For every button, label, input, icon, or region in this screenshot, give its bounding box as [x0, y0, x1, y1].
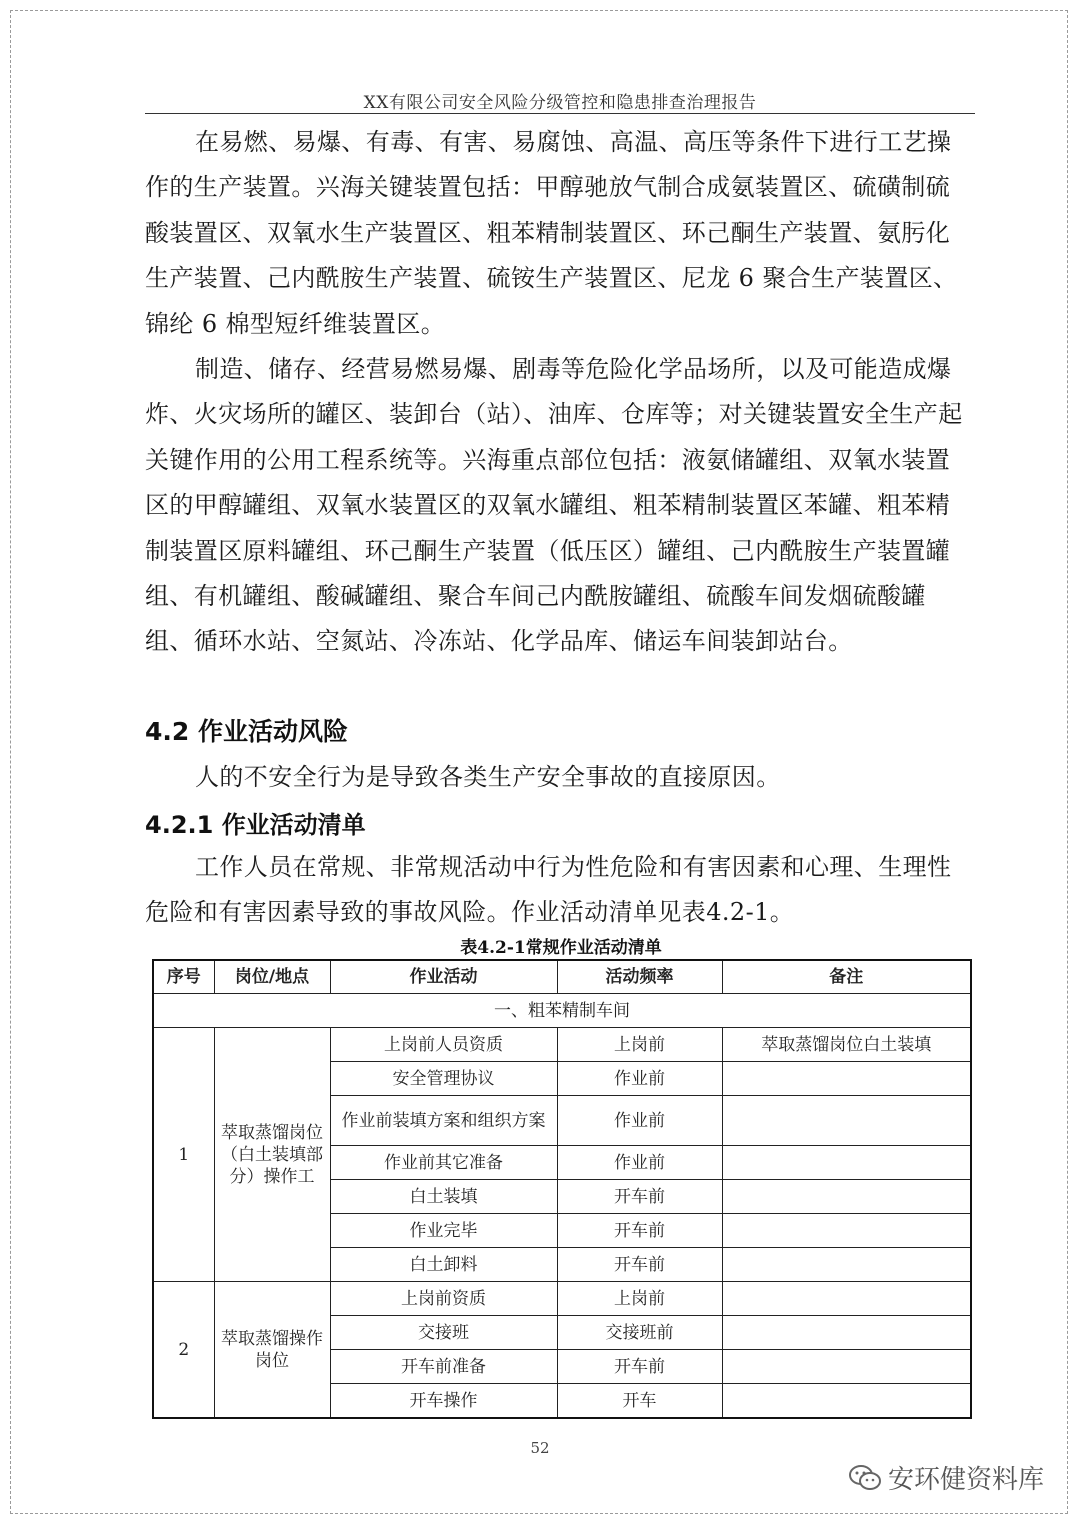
frequency-cell: 上岗前	[557, 1028, 722, 1062]
watermark-text: 安环健资料库	[887, 1465, 1044, 1495]
activity-cell: 白土装填	[330, 1180, 557, 1214]
table-row	[153, 1282, 971, 1316]
activity-cell: 开车前准备	[330, 1350, 557, 1384]
note-cell	[722, 1096, 971, 1146]
frequency-cell: 作业前	[557, 1096, 722, 1146]
activity-cell: 作业前装填方案和组织方案	[330, 1096, 557, 1146]
header-frequency: 活动频率	[557, 960, 722, 994]
section-row	[153, 994, 971, 1028]
activity-cell: 开车操作	[330, 1384, 557, 1419]
section-heading-4-2: 4.2 作业活动风险	[145, 717, 348, 746]
post-cell: 萃取蒸馏岗位（白土装填部分）操作工	[214, 1028, 330, 1282]
table-caption: 表4.2-1常规作业活动清单	[460, 938, 662, 958]
header-divider	[145, 113, 975, 114]
frequency-cell: 作业前	[557, 1062, 722, 1096]
paragraph-unsafe-behavior: 人的不安全行为是导致各类生产安全事故的直接原因。	[195, 763, 781, 791]
activity-cell: 上岗前人员资质	[330, 1028, 557, 1062]
frequency-cell: 交接班前	[557, 1316, 722, 1350]
header-post: 岗位/地点	[214, 960, 330, 994]
activity-cell: 白土卸料	[330, 1248, 557, 1282]
wechat-icon	[848, 1463, 882, 1493]
section-heading-4-2-1: 4.2.1 作业活动清单	[145, 811, 366, 839]
note-cell	[722, 1248, 971, 1282]
row-number: 1	[153, 1028, 214, 1282]
frequency-cell: 开车前	[557, 1350, 722, 1384]
row-number: 2	[153, 1282, 214, 1419]
activity-cell: 安全管理协议	[330, 1062, 557, 1096]
note-cell	[722, 1214, 971, 1248]
table-header-row	[153, 960, 971, 994]
note-cell: 萃取蒸馏岗位白土装填	[722, 1028, 971, 1062]
post-cell: 萃取蒸馏操作岗位	[214, 1282, 330, 1419]
note-cell	[722, 1384, 971, 1419]
frequency-cell: 作业前	[557, 1146, 722, 1180]
frequency-cell: 开车前	[557, 1214, 722, 1248]
note-cell	[722, 1146, 971, 1180]
note-cell	[722, 1180, 971, 1214]
frequency-cell: 上岗前	[557, 1282, 722, 1316]
activity-cell: 作业完毕	[330, 1214, 557, 1248]
paragraph-key-locations: 制造、储存、经营易燃易爆、剧毒等危险化学品场所，以及可能造成爆炸、火灾场所的罐区、装卸台（站）、油库、仓库等；对关键装置安全生产起关键作用的公用工程系统等。兴海重点部位包括：液氨储罐组、双氧水装置区的甲醇罐组、双氧水装置区的双氧水罐组、粗苯精制装置区苯罐、粗苯精制装置区原料罐组、环己酮生产装置（低压区）罐组、己内酰胺生产装置罐组、有机罐组、酸碱罐组、聚合车间己内酰胺罐组、硫酸车间发烟硫酸罐组、循环水站、空氮站、冷冻站、化学品库、储运车间装卸站台。	[145, 355, 963, 656]
header-activity: 作业活动	[330, 960, 557, 994]
note-cell	[722, 1316, 971, 1350]
frequency-cell: 开车前	[557, 1248, 722, 1282]
header-no: 序号	[153, 960, 214, 994]
page-number: 52	[530, 1439, 550, 1457]
note-cell	[722, 1350, 971, 1384]
paragraph-activity-risk: 工作人员在常规、非常规活动中行为性危险和有害因素和心理、生理性危险和有害因素导致的事故风险。作业活动清单见表4.2-1。	[145, 853, 952, 927]
paragraph-key-units: 在易燃、易爆、有毒、有害、易腐蚀、高温、高压等条件下进行工艺操作的生产装置。兴海关键装置包括：甲醇驰放气制合成氨装置区、硫磺制硫酸装置区、双氧水生产装置区、粗苯精制装置区、环己酮生产装置、氨肟化生产装置、己内酰胺生产装置、硫铵生产装置区、尼龙 6 聚合生产装置区、锦纶 6 棉型短纤维装置区。	[145, 128, 958, 338]
watermark	[848, 1459, 1044, 1496]
frequency-cell: 开车	[557, 1384, 722, 1419]
note-cell	[722, 1062, 971, 1096]
table-row	[153, 1028, 971, 1062]
running-header-title: XX有限公司安全风险分级管控和隐患排查治理报告	[363, 93, 757, 113]
section-label: 一、粗苯精制车间	[153, 994, 971, 1028]
frequency-cell: 开车前	[557, 1180, 722, 1214]
note-cell	[722, 1282, 971, 1316]
header-note: 备注	[722, 960, 971, 994]
activity-table	[152, 959, 972, 1419]
activity-cell: 交接班	[330, 1316, 557, 1350]
activity-cell: 上岗前资质	[330, 1282, 557, 1316]
activity-cell: 作业前其它准备	[330, 1146, 557, 1180]
